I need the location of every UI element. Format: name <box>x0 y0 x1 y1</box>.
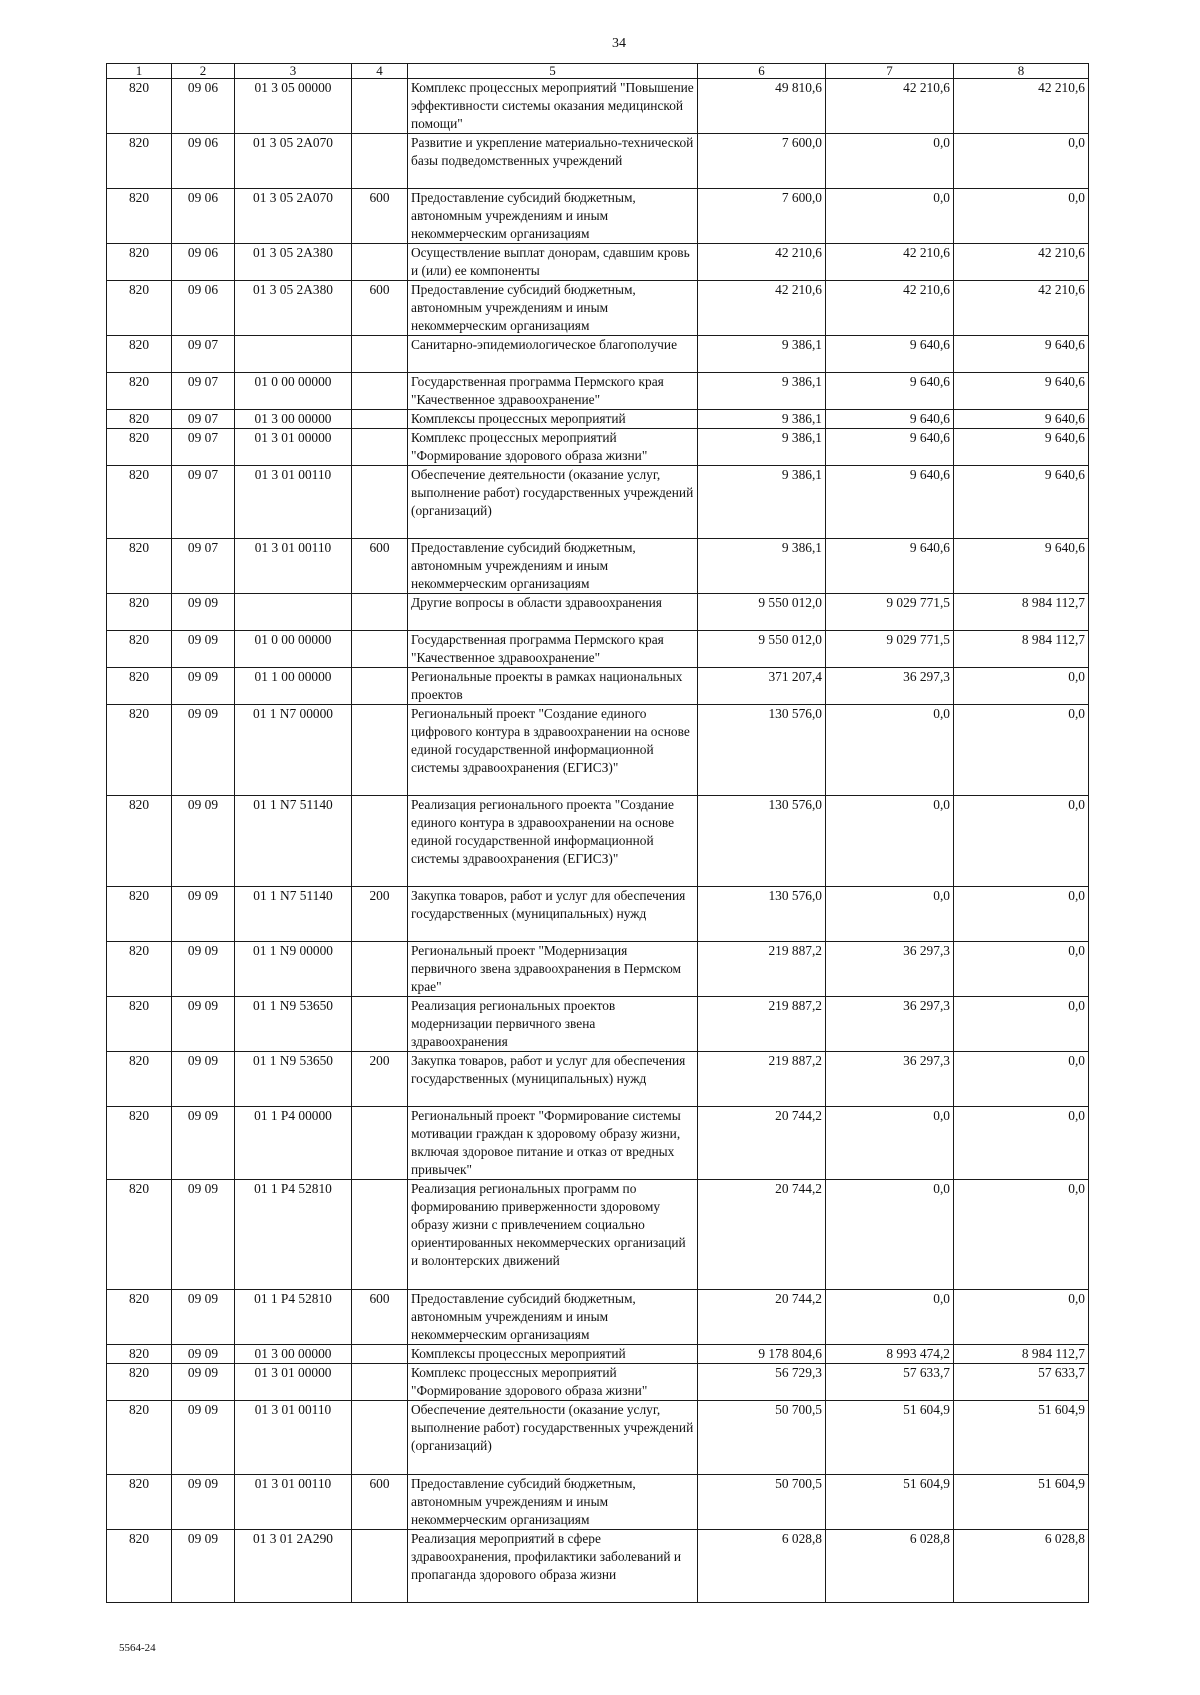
section-code-cell: 09 09 <box>172 942 235 997</box>
table-header <box>107 64 1089 79</box>
amount-col7-cell: 9 029 771,5 <box>826 594 954 631</box>
section-code-cell: 09 06 <box>172 134 235 189</box>
column-header-2: 2 <box>172 64 235 79</box>
expense-type-cell <box>352 796 408 887</box>
expense-type-cell: 600 <box>352 539 408 594</box>
expense-type-cell <box>352 942 408 997</box>
amount-col8-cell: 0,0 <box>954 1290 1089 1345</box>
amount-col8-cell: 0,0 <box>954 1107 1089 1180</box>
target-article-cell: 01 1 N7 51140 <box>235 796 352 887</box>
table-row <box>107 410 1089 429</box>
amount-col7-cell: 0,0 <box>826 796 954 887</box>
expense-type-cell <box>352 631 408 668</box>
amount-col8-cell: 6 028,8 <box>954 1530 1089 1603</box>
section-code-cell: 09 09 <box>172 796 235 887</box>
section-code-cell: 09 07 <box>172 410 235 429</box>
amount-col8-cell: 0,0 <box>954 668 1089 705</box>
table-row <box>107 631 1089 668</box>
section-code-cell: 09 09 <box>172 1345 235 1364</box>
amount-col6-cell: 20 744,2 <box>698 1290 826 1345</box>
amount-col7-cell: 51 604,9 <box>826 1401 954 1475</box>
amount-col6-cell: 219 887,2 <box>698 1052 826 1107</box>
section-code-cell: 09 09 <box>172 1475 235 1530</box>
expense-type-cell <box>352 410 408 429</box>
amount-col8-cell: 0,0 <box>954 1180 1089 1290</box>
amount-col6-cell: 20 744,2 <box>698 1180 826 1290</box>
description-cell: Комплексы процессных мероприятий <box>408 1345 698 1364</box>
amount-col8-cell: 9 640,6 <box>954 336 1089 373</box>
ministry-code-cell: 820 <box>107 410 172 429</box>
amount-col6-cell: 42 210,6 <box>698 244 826 281</box>
target-article-cell: 01 3 01 2А290 <box>235 1530 352 1603</box>
column-header-5: 5 <box>408 64 698 79</box>
amount-col7-cell: 9 640,6 <box>826 539 954 594</box>
table-row <box>107 281 1089 336</box>
amount-col6-cell: 6 028,8 <box>698 1530 826 1603</box>
description-cell: Предоставление субсидий бюджетным, автономным учреждениям и иным некоммерческим организациям <box>408 1475 698 1530</box>
section-code-cell: 09 06 <box>172 189 235 244</box>
target-article-cell: 01 1 00 00000 <box>235 668 352 705</box>
amount-col8-cell: 0,0 <box>954 942 1089 997</box>
amount-col7-cell: 9 640,6 <box>826 466 954 539</box>
amount-col6-cell: 50 700,5 <box>698 1475 826 1530</box>
expense-type-cell <box>352 668 408 705</box>
table-row <box>107 189 1089 244</box>
target-article-cell: 01 1 P4 52810 <box>235 1180 352 1290</box>
amount-col6-cell: 7 600,0 <box>698 134 826 189</box>
ministry-code-cell: 820 <box>107 244 172 281</box>
target-article-cell: 01 1 N9 53650 <box>235 1052 352 1107</box>
ministry-code-cell: 820 <box>107 336 172 373</box>
section-code-cell: 09 09 <box>172 705 235 796</box>
section-code-cell: 09 07 <box>172 429 235 466</box>
amount-col7-cell: 36 297,3 <box>826 1052 954 1107</box>
ministry-code-cell: 820 <box>107 1052 172 1107</box>
amount-col7-cell: 0,0 <box>826 705 954 796</box>
amount-col6-cell: 9 386,1 <box>698 336 826 373</box>
target-article-cell: 01 3 01 00110 <box>235 466 352 539</box>
expense-type-cell: 600 <box>352 1475 408 1530</box>
table-row <box>107 336 1089 373</box>
amount-col7-cell: 36 297,3 <box>826 942 954 997</box>
section-code-cell: 09 09 <box>172 1052 235 1107</box>
ministry-code-cell: 820 <box>107 539 172 594</box>
ministry-code-cell: 820 <box>107 134 172 189</box>
section-code-cell: 09 09 <box>172 1401 235 1475</box>
section-code-cell: 09 07 <box>172 336 235 373</box>
description-cell: Обеспечение деятельности (оказание услуг, выполнение работ) государственных учреждений (организаций) <box>408 466 698 539</box>
amount-col7-cell: 0,0 <box>826 1290 954 1345</box>
amount-col7-cell: 51 604,9 <box>826 1475 954 1530</box>
amount-col6-cell: 56 729,3 <box>698 1364 826 1401</box>
section-code-cell: 09 07 <box>172 539 235 594</box>
target-article-cell: 01 3 05 00000 <box>235 79 352 134</box>
table-row <box>107 466 1089 539</box>
column-header-4: 4 <box>352 64 408 79</box>
target-article-cell: 01 1 P4 00000 <box>235 1107 352 1180</box>
expense-type-cell: 600 <box>352 281 408 336</box>
amount-col8-cell: 8 984 112,7 <box>954 631 1089 668</box>
expense-type-cell <box>352 997 408 1052</box>
amount-col7-cell: 8 993 474,2 <box>826 1345 954 1364</box>
column-header-8: 8 <box>954 64 1089 79</box>
section-code-cell: 09 09 <box>172 594 235 631</box>
description-cell: Санитарно-эпидемиологическое благополучие <box>408 336 698 373</box>
table-row <box>107 1401 1089 1475</box>
amount-col7-cell: 0,0 <box>826 189 954 244</box>
expense-type-cell <box>352 134 408 189</box>
expense-type-cell <box>352 429 408 466</box>
amount-col7-cell: 0,0 <box>826 134 954 189</box>
amount-col6-cell: 130 576,0 <box>698 705 826 796</box>
table-row <box>107 539 1089 594</box>
table-row <box>107 942 1089 997</box>
amount-col7-cell: 42 210,6 <box>826 244 954 281</box>
description-cell: Комплекс процессных мероприятий "Повышение эффективности системы оказания медицинской помощи" <box>408 79 698 134</box>
target-article-cell: 01 0 00 00000 <box>235 373 352 410</box>
description-cell: Реализация регионального проекта "Создание единого контура в здравоохранении на основе единой государственной информационной системы здравоохранения (ЕГИСЗ)" <box>408 796 698 887</box>
amount-col6-cell: 9 386,1 <box>698 410 826 429</box>
document-code: 5564-24 <box>119 1642 156 1654</box>
amount-col7-cell: 9 640,6 <box>826 410 954 429</box>
amount-col7-cell: 0,0 <box>826 887 954 942</box>
amount-col6-cell: 9 386,1 <box>698 373 826 410</box>
expense-type-cell <box>352 594 408 631</box>
target-article-cell: 01 0 00 00000 <box>235 631 352 668</box>
table-row <box>107 1364 1089 1401</box>
expense-type-cell <box>352 1364 408 1401</box>
target-article-cell: 01 3 05 2А070 <box>235 134 352 189</box>
amount-col6-cell: 7 600,0 <box>698 189 826 244</box>
table-row <box>107 668 1089 705</box>
ministry-code-cell: 820 <box>107 1290 172 1345</box>
expense-type-cell <box>352 1345 408 1364</box>
ministry-code-cell: 820 <box>107 887 172 942</box>
expense-type-cell <box>352 1180 408 1290</box>
target-article-cell: 01 3 01 00000 <box>235 1364 352 1401</box>
description-cell: Предоставление субсидий бюджетным, автономным учреждениям и иным некоммерческим организациям <box>408 281 698 336</box>
amount-col6-cell: 9 386,1 <box>698 539 826 594</box>
amount-col6-cell: 9 386,1 <box>698 429 826 466</box>
amount-col6-cell: 9 550 012,0 <box>698 594 826 631</box>
section-code-cell: 09 09 <box>172 997 235 1052</box>
ministry-code-cell: 820 <box>107 1530 172 1603</box>
ministry-code-cell: 820 <box>107 796 172 887</box>
amount-col8-cell: 51 604,9 <box>954 1475 1089 1530</box>
section-code-cell: 09 09 <box>172 1290 235 1345</box>
expense-type-cell <box>352 244 408 281</box>
target-article-cell: 01 3 05 2А070 <box>235 189 352 244</box>
amount-col7-cell: 9 640,6 <box>826 373 954 410</box>
ministry-code-cell: 820 <box>107 1475 172 1530</box>
target-article-cell: 01 1 N9 00000 <box>235 942 352 997</box>
amount-col7-cell: 0,0 <box>826 1180 954 1290</box>
amount-col7-cell: 36 297,3 <box>826 668 954 705</box>
section-code-cell: 09 06 <box>172 244 235 281</box>
table-row <box>107 1180 1089 1290</box>
ministry-code-cell: 820 <box>107 631 172 668</box>
amount-col8-cell: 42 210,6 <box>954 79 1089 134</box>
column-header-1: 1 <box>107 64 172 79</box>
amount-col6-cell: 50 700,5 <box>698 1401 826 1475</box>
amount-col7-cell: 9 029 771,5 <box>826 631 954 668</box>
amount-col8-cell: 9 640,6 <box>954 373 1089 410</box>
table-row <box>107 134 1089 189</box>
ministry-code-cell: 820 <box>107 466 172 539</box>
section-code-cell: 09 07 <box>172 373 235 410</box>
amount-col8-cell: 9 640,6 <box>954 539 1089 594</box>
ministry-code-cell: 820 <box>107 189 172 244</box>
table-row <box>107 244 1089 281</box>
target-article-cell: 01 3 01 00110 <box>235 539 352 594</box>
ministry-code-cell: 820 <box>107 429 172 466</box>
ministry-code-cell: 820 <box>107 1345 172 1364</box>
section-code-cell: 09 09 <box>172 668 235 705</box>
description-cell: Реализация мероприятий в сфере здравоохранения, профилактики заболеваний и пропаганда здорового образа жизни <box>408 1530 698 1603</box>
amount-col7-cell: 36 297,3 <box>826 997 954 1052</box>
section-code-cell: 09 06 <box>172 281 235 336</box>
description-cell: Региональный проект "Модернизация первичного звена здравоохранения в Пермском крае" <box>408 942 698 997</box>
amount-col6-cell: 9 550 012,0 <box>698 631 826 668</box>
table-row <box>107 796 1089 887</box>
table-row <box>107 997 1089 1052</box>
ministry-code-cell: 820 <box>107 373 172 410</box>
amount-col8-cell: 8 984 112,7 <box>954 594 1089 631</box>
table-body <box>107 79 1089 1603</box>
ministry-code-cell: 820 <box>107 668 172 705</box>
amount-col7-cell: 6 028,8 <box>826 1530 954 1603</box>
expense-type-cell: 600 <box>352 1290 408 1345</box>
target-article-cell: 01 3 05 2А380 <box>235 281 352 336</box>
expense-type-cell <box>352 336 408 373</box>
target-article-cell: 01 3 01 00110 <box>235 1475 352 1530</box>
description-cell: Закупка товаров, работ и услуг для обеспечения государственных (муниципальных) нужд <box>408 1052 698 1107</box>
header-row <box>107 64 1089 79</box>
target-article-cell: 01 1 P4 52810 <box>235 1290 352 1345</box>
column-header-7: 7 <box>826 64 954 79</box>
amount-col6-cell: 49 810,6 <box>698 79 826 134</box>
amount-col8-cell: 57 633,7 <box>954 1364 1089 1401</box>
ministry-code-cell: 820 <box>107 1180 172 1290</box>
description-cell: Осуществление выплат донорам, сдавшим кровь и (или) ее компоненты <box>408 244 698 281</box>
description-cell: Закупка товаров, работ и услуг для обеспечения государственных (муниципальных) нужд <box>408 887 698 942</box>
table-row <box>107 887 1089 942</box>
description-cell: Предоставление субсидий бюджетным, автономным учреждениям и иным некоммерческим организациям <box>408 539 698 594</box>
description-cell: Региональный проект "Создание единого цифрового контура в здравоохранении на основе единой государственной информационной системы здравоохранения (ЕГИСЗ)" <box>408 705 698 796</box>
amount-col7-cell: 42 210,6 <box>826 79 954 134</box>
amount-col8-cell: 0,0 <box>954 134 1089 189</box>
target-article-cell: 01 1 N7 51140 <box>235 887 352 942</box>
amount-col8-cell: 0,0 <box>954 887 1089 942</box>
description-cell: Региональный проект "Формирование системы мотивации граждан к здоровому образу жизни, включая здоровое питание и отказ от вредных привычек" <box>408 1107 698 1180</box>
table-row <box>107 1345 1089 1364</box>
expense-type-cell <box>352 466 408 539</box>
table-row <box>107 1475 1089 1530</box>
amount-col8-cell: 8 984 112,7 <box>954 1345 1089 1364</box>
description-cell: Обеспечение деятельности (оказание услуг, выполнение работ) государственных учреждений (организаций) <box>408 1401 698 1475</box>
amount-col6-cell: 219 887,2 <box>698 942 826 997</box>
amount-col7-cell: 9 640,6 <box>826 429 954 466</box>
section-code-cell: 09 09 <box>172 1107 235 1180</box>
amount-col6-cell: 42 210,6 <box>698 281 826 336</box>
target-article-cell: 01 1 N9 53650 <box>235 997 352 1052</box>
table-row <box>107 1107 1089 1180</box>
description-cell: Реализация региональных проектов модернизации первичного звена здравоохранения <box>408 997 698 1052</box>
amount-col8-cell: 42 210,6 <box>954 244 1089 281</box>
table-row <box>107 594 1089 631</box>
section-code-cell: 09 06 <box>172 79 235 134</box>
amount-col7-cell: 0,0 <box>826 1107 954 1180</box>
ministry-code-cell: 820 <box>107 594 172 631</box>
table-row <box>107 1530 1089 1603</box>
target-article-cell <box>235 594 352 631</box>
amount-col6-cell: 130 576,0 <box>698 887 826 942</box>
amount-col7-cell: 42 210,6 <box>826 281 954 336</box>
expense-type-cell <box>352 705 408 796</box>
amount-col7-cell: 57 633,7 <box>826 1364 954 1401</box>
amount-col8-cell: 0,0 <box>954 1052 1089 1107</box>
description-cell: Комплексы процессных мероприятий <box>408 410 698 429</box>
target-article-cell: 01 3 01 00110 <box>235 1401 352 1475</box>
section-code-cell: 09 07 <box>172 466 235 539</box>
target-article-cell: 01 3 05 2А380 <box>235 244 352 281</box>
table-row <box>107 373 1089 410</box>
description-cell: Комплекс процессных мероприятий "Формирование здорового образа жизни" <box>408 1364 698 1401</box>
section-code-cell: 09 09 <box>172 631 235 668</box>
table-row <box>107 705 1089 796</box>
target-article-cell: 01 3 00 00000 <box>235 1345 352 1364</box>
expense-type-cell <box>352 1530 408 1603</box>
ministry-code-cell: 820 <box>107 942 172 997</box>
column-header-3: 3 <box>235 64 352 79</box>
expense-type-cell <box>352 1401 408 1475</box>
amount-col8-cell: 51 604,9 <box>954 1401 1089 1475</box>
expense-type-cell: 200 <box>352 1052 408 1107</box>
budget-table <box>106 63 1089 1603</box>
description-cell: Государственная программа Пермского края "Качественное здравоохранение" <box>408 631 698 668</box>
amount-col6-cell: 130 576,0 <box>698 796 826 887</box>
column-header-6: 6 <box>698 64 826 79</box>
amount-col8-cell: 9 640,6 <box>954 429 1089 466</box>
amount-col8-cell: 0,0 <box>954 705 1089 796</box>
amount-col8-cell: 42 210,6 <box>954 281 1089 336</box>
ministry-code-cell: 820 <box>107 1107 172 1180</box>
amount-col6-cell: 20 744,2 <box>698 1107 826 1180</box>
table-row <box>107 429 1089 466</box>
ministry-code-cell: 820 <box>107 79 172 134</box>
expense-type-cell: 200 <box>352 887 408 942</box>
description-cell: Развитие и укрепление материально-технической базы подведомственных учреждений <box>408 134 698 189</box>
description-cell: Комплекс процессных мероприятий "Формирование здорового образа жизни" <box>408 429 698 466</box>
target-article-cell: 01 3 00 00000 <box>235 410 352 429</box>
amount-col6-cell: 371 207,4 <box>698 668 826 705</box>
amount-col6-cell: 9 178 804,6 <box>698 1345 826 1364</box>
amount-col8-cell: 0,0 <box>954 997 1089 1052</box>
amount-col6-cell: 219 887,2 <box>698 997 826 1052</box>
description-cell: Другие вопросы в области здравоохранения <box>408 594 698 631</box>
amount-col6-cell: 9 386,1 <box>698 466 826 539</box>
section-code-cell: 09 09 <box>172 1180 235 1290</box>
section-code-cell: 09 09 <box>172 1530 235 1603</box>
section-code-cell: 09 09 <box>172 887 235 942</box>
ministry-code-cell: 820 <box>107 997 172 1052</box>
expense-type-cell <box>352 1107 408 1180</box>
table-row <box>107 1052 1089 1107</box>
amount-col8-cell: 9 640,6 <box>954 466 1089 539</box>
ministry-code-cell: 820 <box>107 281 172 336</box>
amount-col8-cell: 9 640,6 <box>954 410 1089 429</box>
ministry-code-cell: 820 <box>107 1401 172 1475</box>
description-cell: Государственная программа Пермского края "Качественное здравоохранение" <box>408 373 698 410</box>
target-article-cell <box>235 336 352 373</box>
description-cell: Реализация региональных программ по формированию приверженности здоровому образу жизни с привлечением социально ориентированных некоммерческих организаций и волонтерских движений <box>408 1180 698 1290</box>
section-code-cell: 09 09 <box>172 1364 235 1401</box>
description-cell: Предоставление субсидий бюджетным, автономным учреждениям и иным некоммерческим организациям <box>408 1290 698 1345</box>
description-cell: Предоставление субсидий бюджетным, автономным учреждениям и иным некоммерческим организациям <box>408 189 698 244</box>
table-row <box>107 79 1089 134</box>
expense-type-cell: 600 <box>352 189 408 244</box>
table-row <box>107 1290 1089 1345</box>
amount-col8-cell: 0,0 <box>954 796 1089 887</box>
page-number: 34 <box>612 36 626 51</box>
ministry-code-cell: 820 <box>107 705 172 796</box>
target-article-cell: 01 3 01 00000 <box>235 429 352 466</box>
expense-type-cell <box>352 373 408 410</box>
target-article-cell: 01 1 N7 00000 <box>235 705 352 796</box>
expense-type-cell <box>352 79 408 134</box>
amount-col7-cell: 9 640,6 <box>826 336 954 373</box>
ministry-code-cell: 820 <box>107 1364 172 1401</box>
description-cell: Региональные проекты в рамках национальных проектов <box>408 668 698 705</box>
amount-col8-cell: 0,0 <box>954 189 1089 244</box>
